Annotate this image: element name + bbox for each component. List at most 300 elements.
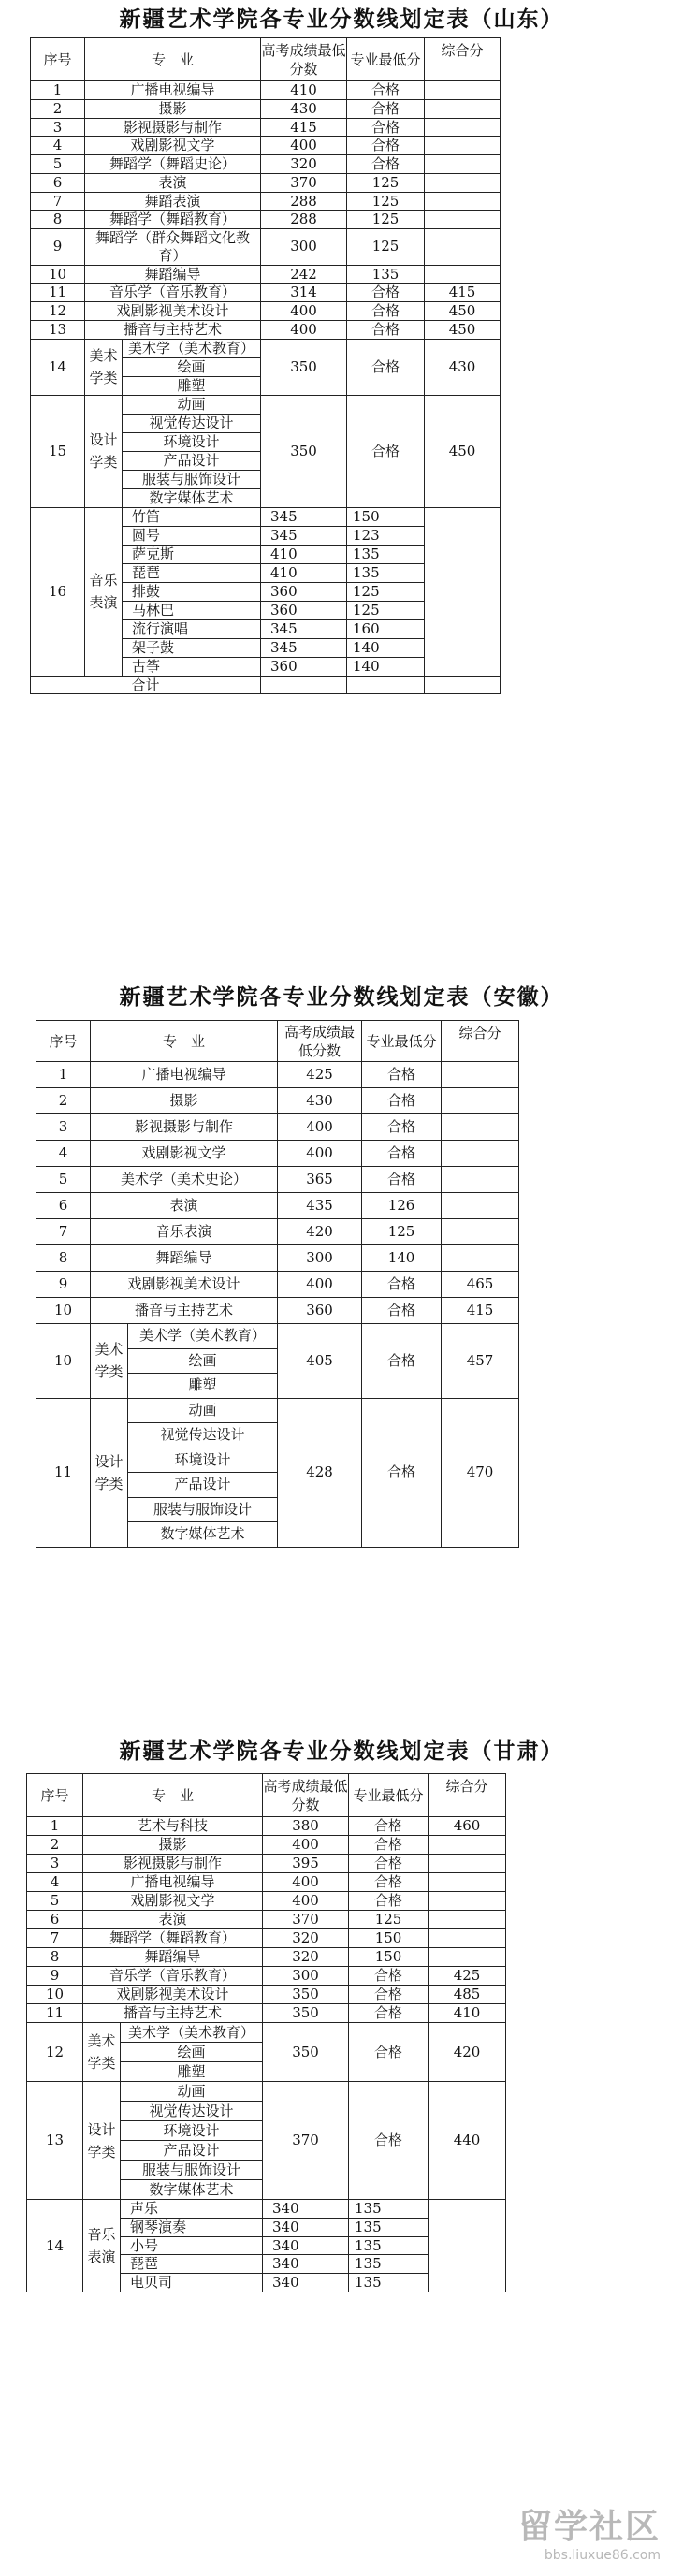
total-total <box>425 676 501 694</box>
cell-prof: 合格 <box>362 1167 442 1193</box>
sub-major: 产品设计 <box>121 2141 263 2161</box>
sub-major: 雕塑 <box>123 376 261 395</box>
cell-prof: 合格 <box>347 320 425 339</box>
cell-total: 415 <box>425 284 501 302</box>
header-no: 序号 <box>27 1774 83 1817</box>
cell-gaokao: 365 <box>278 1167 362 1193</box>
cell-gaokao: 430 <box>261 99 347 118</box>
table-anhui <box>36 1020 667 1548</box>
header-prof: 专业最低分 <box>362 1021 442 1062</box>
cell-major: 摄影 <box>91 1088 278 1114</box>
sub-major: 数字媒体艺术 <box>121 2180 263 2200</box>
cell-major: 播音与主持艺术 <box>85 320 261 339</box>
cell-prof: 合格 <box>349 1986 429 2004</box>
cell-gaokao: 242 <box>261 265 347 284</box>
sub-major: 声乐 <box>121 2200 263 2219</box>
cell-gaokao: 400 <box>263 1873 349 1892</box>
cell-total <box>425 81 501 100</box>
cell-total <box>442 1245 519 1272</box>
group-no: 16 <box>31 507 85 676</box>
cell-no: 6 <box>36 1193 91 1219</box>
sub-major: 竹笛 <box>123 507 261 526</box>
total-gaokao <box>261 676 347 694</box>
cell-major: 音乐学（音乐教育） <box>83 1967 263 1986</box>
table-row <box>36 1167 667 1193</box>
cell-total: 415 <box>442 1298 519 1324</box>
group-category: 设计学类 <box>91 1398 128 1547</box>
sub-major: 美术学（美术教育） <box>121 2023 263 2043</box>
cell-major: 播音与主持艺术 <box>91 1298 278 1324</box>
cell-no: 7 <box>36 1219 91 1245</box>
header-major: 专 业 <box>83 1774 263 1817</box>
group-no: 13 <box>27 2082 83 2200</box>
cell-total <box>442 1062 519 1088</box>
cell-total <box>429 1911 506 1929</box>
cell-gaokao: 288 <box>261 192 347 211</box>
cell-no: 8 <box>27 1948 83 1967</box>
total-prof <box>347 676 425 694</box>
sub-gaokao: 345 <box>261 507 347 526</box>
cell-no: 2 <box>31 99 85 118</box>
cell-no: 11 <box>27 2004 83 2023</box>
cell-prof: 合格 <box>349 1836 429 1855</box>
table-row <box>31 137 661 155</box>
cell-no: 8 <box>31 211 85 229</box>
cell-prof: 125 <box>347 211 425 229</box>
sub-gaokao: 345 <box>261 638 347 657</box>
watermark-url: bbs.liuxue86.com <box>544 2548 661 2563</box>
sub-major: 电贝司 <box>121 2274 263 2292</box>
cell-major: 舞蹈学（舞蹈史论） <box>85 155 261 174</box>
group-gaokao: 370 <box>263 2082 349 2200</box>
cell-prof: 合格 <box>362 1298 442 1324</box>
header-row <box>31 38 661 81</box>
cell-no: 9 <box>31 229 85 266</box>
title-shandong: 新疆艺术学院各专业分数线划定表（山东） <box>119 7 564 32</box>
cell-no: 10 <box>31 265 85 284</box>
sub-major: 绘画 <box>123 357 261 376</box>
group-gaokao: 350 <box>263 2023 349 2082</box>
sub-prof: 140 <box>347 638 425 657</box>
cell-gaokao: 400 <box>278 1114 362 1141</box>
table-shandong <box>30 37 661 694</box>
sub-gaokao: 360 <box>261 657 347 676</box>
cell-no: 10 <box>27 1986 83 2004</box>
cell-prof: 126 <box>362 1193 442 1219</box>
cell-gaokao: 425 <box>278 1062 362 1088</box>
group-total: 457 <box>442 1324 519 1399</box>
group-total: 450 <box>425 395 501 507</box>
table-row <box>27 2218 663 2236</box>
group-prof: 合格 <box>349 2082 429 2200</box>
table-row <box>36 1193 667 1219</box>
sub-major: 美术学（美术教育） <box>123 339 261 357</box>
title-anhui: 新疆艺术学院各专业分数线划定表（安徽） <box>119 984 564 1010</box>
table-row <box>27 2274 663 2292</box>
group-no: 10 <box>36 1324 91 1399</box>
cell-total: 450 <box>425 302 501 321</box>
cell-no: 11 <box>31 284 85 302</box>
cell-prof: 合格 <box>349 1817 429 1836</box>
table-gansu <box>26 1773 663 2292</box>
group-total <box>425 507 501 676</box>
cell-total <box>442 1114 519 1141</box>
sub-prof: 125 <box>347 582 425 601</box>
sub-major: 古筝 <box>123 657 261 676</box>
sub-major: 环境设计 <box>123 432 261 451</box>
table-row <box>36 1398 667 1423</box>
table-row <box>31 638 661 657</box>
group-category: 美术学类 <box>91 1324 128 1399</box>
sub-gaokao: 345 <box>261 526 347 545</box>
cell-no: 4 <box>31 137 85 155</box>
sub-major: 动画 <box>128 1398 278 1423</box>
sub-prof: 135 <box>349 2274 429 2292</box>
cell-gaokao: 360 <box>278 1298 362 1324</box>
cell-major: 广播电视编导 <box>83 1873 263 1892</box>
cell-total <box>442 1141 519 1167</box>
cell-prof: 合格 <box>362 1114 442 1141</box>
sub-major: 环境设计 <box>128 1448 278 1473</box>
sub-major: 琵琶 <box>123 563 261 582</box>
table-row <box>31 211 661 229</box>
cell-total <box>425 155 501 174</box>
sub-major: 产品设计 <box>128 1473 278 1498</box>
sub-major: 动画 <box>123 395 261 414</box>
group-no: 11 <box>36 1398 91 1547</box>
table-row <box>31 657 661 676</box>
sub-major: 服装与服饰设计 <box>121 2161 263 2180</box>
header-prof: 专业最低分 <box>349 1774 429 1817</box>
cell-gaokao: 300 <box>278 1245 362 1272</box>
group-gaokao: 350 <box>261 395 347 507</box>
cell-total <box>442 1193 519 1219</box>
cell-total <box>429 1836 506 1855</box>
sub-major: 流行演唱 <box>123 619 261 638</box>
group-category: 美术学类 <box>85 339 123 395</box>
cell-major: 摄影 <box>83 1836 263 1855</box>
table-row <box>31 81 661 100</box>
cell-no: 4 <box>27 1873 83 1892</box>
cell-prof: 合格 <box>347 155 425 174</box>
sub-major: 产品设计 <box>123 451 261 470</box>
table-row <box>31 284 661 302</box>
cell-prof: 140 <box>362 1245 442 1272</box>
header-total: 综合分 <box>442 1021 519 1062</box>
table-row <box>36 1114 667 1141</box>
cell-total <box>429 1929 506 1948</box>
cell-major: 表演 <box>91 1193 278 1219</box>
cell-total <box>425 192 501 211</box>
table-row <box>27 1911 663 1929</box>
title-gansu: 新疆艺术学院各专业分数线划定表（甘肃） <box>119 1739 564 1764</box>
cell-gaokao: 400 <box>261 302 347 321</box>
cell-total: 460 <box>429 1817 506 1836</box>
cell-gaokao: 400 <box>263 1892 349 1911</box>
cell-total <box>425 229 501 266</box>
cell-gaokao: 370 <box>263 1911 349 1929</box>
sub-gaokao: 360 <box>261 582 347 601</box>
cell-no: 13 <box>31 320 85 339</box>
cell-total <box>442 1088 519 1114</box>
cell-prof: 合格 <box>349 1967 429 1986</box>
cell-prof: 合格 <box>362 1272 442 1298</box>
group-category: 音乐表演 <box>85 507 123 676</box>
cell-total <box>425 137 501 155</box>
sub-gaokao: 360 <box>261 601 347 619</box>
cell-no: 8 <box>36 1245 91 1272</box>
table-row <box>31 507 661 526</box>
table-row <box>36 1141 667 1167</box>
cell-gaokao: 420 <box>278 1219 362 1245</box>
cell-total: 465 <box>442 1272 519 1298</box>
cell-total <box>425 211 501 229</box>
cell-no: 2 <box>36 1088 91 1114</box>
table-row <box>36 1062 667 1088</box>
table-row <box>31 99 661 118</box>
header-gaokao: 高考成绩最低分数 <box>263 1774 349 1817</box>
table-row <box>27 1929 663 1948</box>
group-prof: 合格 <box>347 339 425 395</box>
cell-total <box>442 1219 519 1245</box>
sub-major: 视觉传达设计 <box>128 1423 278 1448</box>
header-major: 专 业 <box>85 38 261 81</box>
sub-major: 萨克斯 <box>123 545 261 563</box>
table-row <box>36 1245 667 1272</box>
table-row <box>27 1855 663 1873</box>
table-body <box>31 38 661 694</box>
table-row <box>27 1986 663 2004</box>
table-row <box>31 582 661 601</box>
sub-major: 雕塑 <box>121 2062 263 2082</box>
cell-major: 影视摄影与制作 <box>85 118 261 137</box>
table-row <box>31 118 661 137</box>
table-row <box>27 2004 663 2023</box>
sub-major: 雕塑 <box>128 1374 278 1399</box>
cell-major: 舞蹈学（群众舞蹈文化教育） <box>85 229 261 266</box>
cell-total <box>425 99 501 118</box>
cell-no: 9 <box>36 1272 91 1298</box>
cell-prof: 合格 <box>349 1855 429 1873</box>
watermark-logo-text: 留学社区 <box>517 2508 661 2546</box>
group-total: 440 <box>429 2082 506 2200</box>
cell-gaokao: 400 <box>278 1272 362 1298</box>
cell-total <box>425 173 501 192</box>
sub-gaokao: 340 <box>263 2218 349 2236</box>
cell-major: 戏剧影视美术设计 <box>83 1986 263 2004</box>
sub-major: 视觉传达设计 <box>123 414 261 432</box>
cell-gaokao: 400 <box>263 1836 349 1855</box>
cell-no: 2 <box>27 1836 83 1855</box>
sub-prof: 125 <box>347 601 425 619</box>
cell-gaokao: 400 <box>261 320 347 339</box>
cell-gaokao: 435 <box>278 1193 362 1219</box>
cell-gaokao: 300 <box>263 1967 349 1986</box>
table-row <box>31 155 661 174</box>
table-row <box>27 1873 663 1892</box>
table-row <box>36 1272 667 1298</box>
group-prof: 合格 <box>349 2023 429 2082</box>
cell-total: 485 <box>429 1986 506 2004</box>
group-category: 美术学类 <box>83 2023 121 2082</box>
header-row <box>27 1774 663 1817</box>
table-body <box>27 1774 663 2292</box>
cell-prof: 135 <box>347 265 425 284</box>
sub-prof: 135 <box>347 545 425 563</box>
cell-no: 12 <box>31 302 85 321</box>
group-total <box>429 2200 506 2292</box>
cell-no: 1 <box>31 81 85 100</box>
sub-prof: 140 <box>347 657 425 676</box>
cell-major: 广播电视编导 <box>85 81 261 100</box>
table-row <box>27 2200 663 2219</box>
cell-major: 广播电视编导 <box>91 1062 278 1088</box>
sub-major: 绘画 <box>128 1348 278 1374</box>
cell-major: 艺术与科技 <box>83 1817 263 1836</box>
cell-prof: 合格 <box>349 1873 429 1892</box>
sub-major: 数字媒体艺术 <box>128 1522 278 1548</box>
sub-prof: 135 <box>349 2236 429 2255</box>
table-row <box>27 1817 663 1836</box>
cell-gaokao: 400 <box>261 137 347 155</box>
sub-major: 美术学（美术教育） <box>128 1324 278 1349</box>
sub-prof: 150 <box>347 507 425 526</box>
table-row <box>36 1219 667 1245</box>
group-gaokao: 428 <box>278 1398 362 1547</box>
table-body <box>36 1021 667 1548</box>
table-row <box>31 320 661 339</box>
cell-major: 影视摄影与制作 <box>83 1855 263 1873</box>
group-gaokao: 405 <box>278 1324 362 1399</box>
cell-major: 音乐表演 <box>91 1219 278 1245</box>
table-row <box>31 173 661 192</box>
sub-gaokao: 410 <box>261 563 347 582</box>
sub-major: 钢琴演奏 <box>121 2218 263 2236</box>
header-major: 专 业 <box>91 1021 278 1062</box>
cell-prof: 合格 <box>349 1892 429 1911</box>
cell-prof: 合格 <box>362 1141 442 1167</box>
cell-no: 7 <box>31 192 85 211</box>
cell-gaokao: 380 <box>263 1817 349 1836</box>
sub-major: 绘画 <box>121 2043 263 2062</box>
group-no: 14 <box>27 2200 83 2292</box>
sub-major: 琵琶 <box>121 2255 263 2274</box>
table-row <box>27 2236 663 2255</box>
table-row <box>27 1892 663 1911</box>
table-row <box>31 619 661 638</box>
cell-gaokao: 415 <box>261 118 347 137</box>
cell-total: 410 <box>429 2004 506 2023</box>
cell-major: 戏剧影视文学 <box>83 1892 263 1911</box>
cell-no: 7 <box>27 1929 83 1948</box>
table-row <box>31 192 661 211</box>
cell-prof: 合格 <box>347 302 425 321</box>
cell-major: 影视摄影与制作 <box>91 1114 278 1141</box>
cell-prof: 合格 <box>347 118 425 137</box>
cell-gaokao: 288 <box>261 211 347 229</box>
group-prof: 合格 <box>347 395 425 507</box>
cell-no: 5 <box>27 1892 83 1911</box>
group-no: 14 <box>31 339 85 395</box>
cell-no: 5 <box>36 1167 91 1193</box>
cell-prof: 125 <box>347 192 425 211</box>
sub-prof: 123 <box>347 526 425 545</box>
table-row <box>31 229 661 266</box>
sub-prof: 135 <box>349 2200 429 2219</box>
sub-major: 架子鼓 <box>123 638 261 657</box>
sub-major: 服装与服饰设计 <box>128 1497 278 1522</box>
cell-major: 美术学（美术史论） <box>91 1167 278 1193</box>
group-prof: 合格 <box>362 1324 442 1399</box>
sub-prof: 135 <box>347 563 425 582</box>
cell-gaokao: 410 <box>261 81 347 100</box>
cell-gaokao: 395 <box>263 1855 349 1873</box>
cell-gaokao: 320 <box>263 1929 349 1948</box>
cell-major: 舞蹈编导 <box>83 1948 263 1967</box>
sub-major: 动画 <box>121 2082 263 2102</box>
header-gaokao: 高考成绩最低分数 <box>278 1021 362 1062</box>
cell-gaokao: 300 <box>261 229 347 266</box>
header-total: 综合分 <box>425 38 501 81</box>
cell-prof: 150 <box>349 1929 429 1948</box>
cell-gaokao: 350 <box>263 2004 349 2023</box>
cell-prof: 125 <box>362 1219 442 1245</box>
cell-major: 戏剧影视文学 <box>91 1141 278 1167</box>
cell-no: 6 <box>31 173 85 192</box>
group-prof: 合格 <box>362 1398 442 1547</box>
group-category: 设计学类 <box>83 2082 121 2200</box>
table-row <box>31 395 661 414</box>
cell-total: 425 <box>429 1967 506 1986</box>
group-no: 15 <box>31 395 85 507</box>
sub-major: 小号 <box>121 2236 263 2255</box>
cell-no: 9 <box>27 1967 83 1986</box>
sub-gaokao: 340 <box>263 2236 349 2255</box>
cell-prof: 合格 <box>347 81 425 100</box>
header-prof: 专业最低分 <box>347 38 425 81</box>
table-row <box>27 1948 663 1967</box>
cell-gaokao: 314 <box>261 284 347 302</box>
cell-gaokao: 400 <box>278 1141 362 1167</box>
sub-major: 数字媒体艺术 <box>123 488 261 507</box>
sub-major: 马林巴 <box>123 601 261 619</box>
total-label: 合计 <box>31 676 261 694</box>
table-row <box>27 1836 663 1855</box>
cell-gaokao: 320 <box>261 155 347 174</box>
cell-gaokao: 430 <box>278 1088 362 1114</box>
header-no: 序号 <box>36 1021 91 1062</box>
sub-major: 排鼓 <box>123 582 261 601</box>
sub-prof: 135 <box>349 2255 429 2274</box>
sub-gaokao: 340 <box>263 2274 349 2292</box>
table-row <box>31 265 661 284</box>
table-row <box>31 526 661 545</box>
cell-major: 戏剧影视文学 <box>85 137 261 155</box>
table-row <box>31 339 661 357</box>
group-total: 430 <box>425 339 501 395</box>
cell-major: 舞蹈编导 <box>85 265 261 284</box>
sub-prof: 160 <box>347 619 425 638</box>
group-gaokao: 350 <box>261 339 347 395</box>
cell-major: 戏剧影视美术设计 <box>91 1272 278 1298</box>
table-row <box>31 302 661 321</box>
cell-major: 播音与主持艺术 <box>83 2004 263 2023</box>
cell-prof: 125 <box>347 229 425 266</box>
cell-prof: 合格 <box>347 284 425 302</box>
cell-total <box>429 1855 506 1873</box>
cell-no: 6 <box>27 1911 83 1929</box>
header-no: 序号 <box>31 38 85 81</box>
